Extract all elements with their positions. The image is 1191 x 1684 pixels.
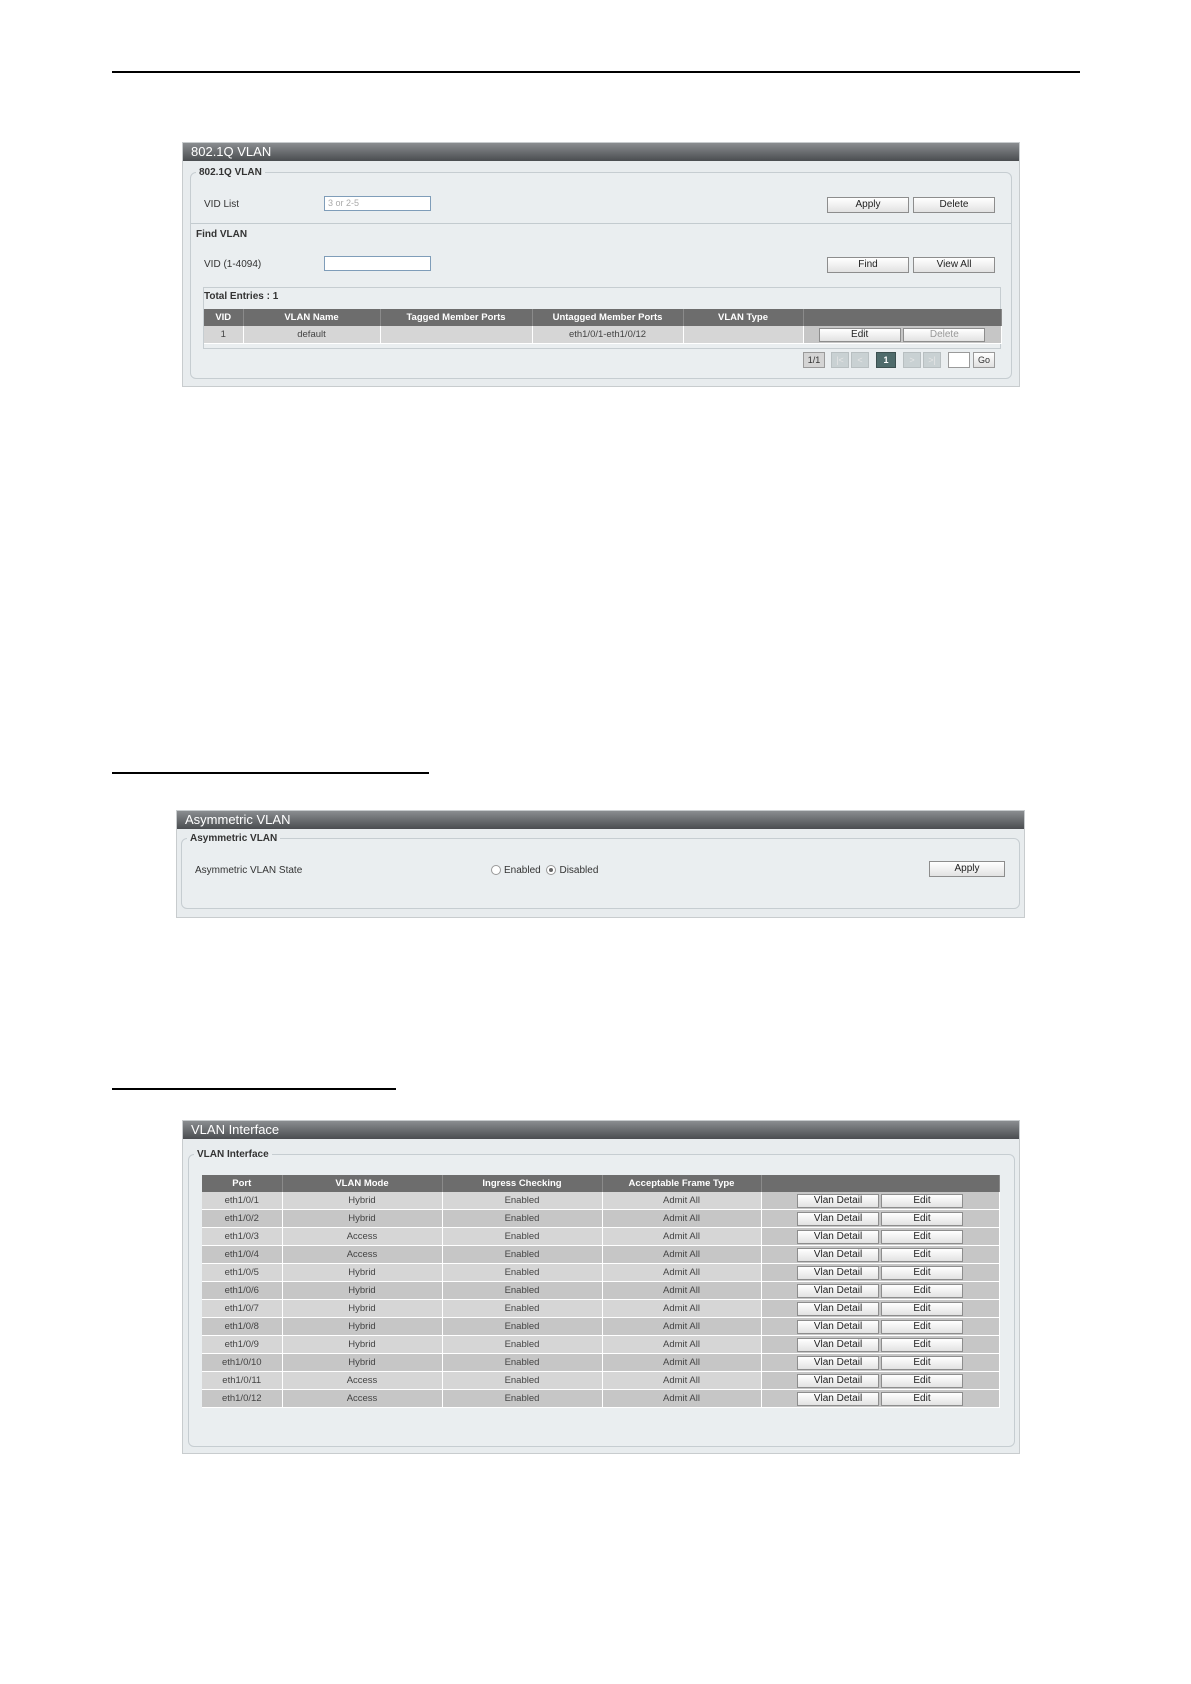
cell-actions xyxy=(761,1300,999,1318)
cell-vlan-type xyxy=(683,326,803,344)
cell-port: eth1/0/8 xyxy=(202,1318,282,1336)
prev-page-button[interactable]: < xyxy=(851,352,869,368)
table-row xyxy=(202,1264,999,1282)
table-row xyxy=(202,1282,999,1300)
vlan-detail-button[interactable]: Vlan Detail xyxy=(797,1284,879,1298)
panel-title: VLAN Interface xyxy=(183,1121,1019,1139)
panel-title: 802.1Q VLAN xyxy=(183,143,1019,161)
vlan-table xyxy=(204,309,1002,344)
edit-button[interactable]: Edit xyxy=(881,1302,963,1316)
cell-vlan-mode: Hybrid xyxy=(282,1336,442,1354)
cell-port: eth1/0/6 xyxy=(202,1282,282,1300)
cell-vlan-mode: Access xyxy=(282,1390,442,1408)
cell-vlan-mode: Hybrid xyxy=(282,1192,442,1210)
cell-port: eth1/0/11 xyxy=(202,1372,282,1390)
cell-port: eth1/0/12 xyxy=(202,1390,282,1408)
divider xyxy=(191,223,1011,224)
table-row xyxy=(202,1300,999,1318)
table-row xyxy=(202,1372,999,1390)
table-row xyxy=(202,1192,999,1210)
row-delete-button[interactable]: Delete xyxy=(903,328,985,342)
edit-button[interactable]: Edit xyxy=(881,1194,963,1208)
cell-port: eth1/0/7 xyxy=(202,1300,282,1318)
cell-frame-type: Admit All xyxy=(602,1246,761,1264)
table-row xyxy=(204,326,1001,344)
vid-find-input[interactable] xyxy=(324,256,431,271)
vlan-detail-button[interactable]: Vlan Detail xyxy=(797,1248,879,1262)
group-legend: VLAN Interface xyxy=(197,1149,269,1160)
disabled-radio[interactable] xyxy=(546,865,556,875)
cell-frame-type: Admit All xyxy=(602,1372,761,1390)
table-row xyxy=(202,1228,999,1246)
row-edit-button[interactable]: Edit xyxy=(819,328,901,342)
cell-frame-type: Admit All xyxy=(602,1264,761,1282)
vlan-detail-button[interactable]: Vlan Detail xyxy=(797,1194,879,1208)
cell-frame-type: Admit All xyxy=(602,1282,761,1300)
edit-button[interactable]: Edit xyxy=(881,1212,963,1226)
vlan-detail-button[interactable]: Vlan Detail xyxy=(797,1230,879,1244)
enabled-radio[interactable] xyxy=(491,865,501,875)
section-rule-asymmetric xyxy=(112,772,429,774)
cell-actions xyxy=(803,326,1001,344)
edit-button[interactable]: Edit xyxy=(881,1248,963,1262)
state-radio-group xyxy=(491,865,598,876)
table-row xyxy=(202,1210,999,1228)
edit-button[interactable]: Edit xyxy=(881,1338,963,1352)
cell-ingress: Enabled xyxy=(442,1192,602,1210)
cell-vlan-name: default xyxy=(243,326,380,344)
first-page-button[interactable]: |< xyxy=(831,352,849,368)
cell-ingress: Enabled xyxy=(442,1210,602,1228)
page-info: 1/1 xyxy=(803,352,825,368)
cell-actions xyxy=(761,1264,999,1282)
edit-button[interactable]: Edit xyxy=(881,1392,963,1406)
col-vlan-type: VLAN Type xyxy=(683,309,803,326)
table-row xyxy=(202,1390,999,1408)
edit-button[interactable]: Edit xyxy=(881,1356,963,1370)
vlan-8021q-panel xyxy=(182,142,1020,387)
cell-actions xyxy=(761,1336,999,1354)
cell-port: eth1/0/2 xyxy=(202,1210,282,1228)
cell-actions xyxy=(761,1390,999,1408)
panel-title: Asymmetric VLAN xyxy=(177,811,1024,829)
vid-range-label: VID (1-4094) xyxy=(204,259,262,270)
asymmetric-vlan-group xyxy=(181,833,1020,909)
col-actions xyxy=(761,1175,999,1192)
cell-ingress: Enabled xyxy=(442,1246,602,1264)
cell-tagged xyxy=(380,326,532,344)
col-actions xyxy=(803,309,1001,326)
asymmetric-state-label: Asymmetric VLAN State xyxy=(195,865,303,876)
current-page[interactable]: 1 xyxy=(876,352,896,368)
vlan-detail-button[interactable]: Vlan Detail xyxy=(797,1356,879,1370)
cell-ingress: Enabled xyxy=(442,1354,602,1372)
apply-button[interactable]: Apply xyxy=(827,197,909,213)
cell-actions xyxy=(761,1192,999,1210)
delete-button[interactable]: Delete xyxy=(913,197,995,213)
cell-actions xyxy=(761,1372,999,1390)
cell-port: eth1/0/1 xyxy=(202,1192,282,1210)
asymmetric-vlan-panel xyxy=(176,810,1025,918)
cell-port: eth1/0/4 xyxy=(202,1246,282,1264)
cell-ingress: Enabled xyxy=(442,1390,602,1408)
vlan-detail-button[interactable]: Vlan Detail xyxy=(797,1338,879,1352)
edit-button[interactable]: Edit xyxy=(881,1230,963,1244)
cell-actions xyxy=(761,1282,999,1300)
vlan-detail-button[interactable]: Vlan Detail xyxy=(797,1392,879,1406)
vlan-detail-button[interactable]: Vlan Detail xyxy=(797,1266,879,1280)
section-rule-vlan-interface xyxy=(112,1088,396,1090)
cell-untagged: eth1/0/1-eth1/0/12 xyxy=(532,326,683,344)
group-legend: 802.1Q VLAN xyxy=(199,167,262,178)
cell-ingress: Enabled xyxy=(442,1228,602,1246)
cell-frame-type: Admit All xyxy=(602,1210,761,1228)
apply-button[interactable]: Apply xyxy=(929,861,1005,877)
vid-list-input[interactable]: 3 or 2-5 xyxy=(324,196,431,211)
cell-port: eth1/0/3 xyxy=(202,1228,282,1246)
cell-actions xyxy=(761,1246,999,1264)
col-vlan-mode: VLAN Mode xyxy=(282,1175,442,1192)
cell-vlan-mode: Access xyxy=(282,1246,442,1264)
cell-ingress: Enabled xyxy=(442,1264,602,1282)
cell-frame-type: Admit All xyxy=(602,1354,761,1372)
cell-actions xyxy=(761,1318,999,1336)
vlan-detail-button[interactable]: Vlan Detail xyxy=(797,1320,879,1334)
cell-ingress: Enabled xyxy=(442,1372,602,1390)
edit-button[interactable]: Edit xyxy=(881,1374,963,1388)
vlan-detail-button[interactable]: Vlan Detail xyxy=(797,1302,879,1316)
edit-button[interactable]: Edit xyxy=(881,1320,963,1334)
cell-frame-type: Admit All xyxy=(602,1192,761,1210)
vlan-detail-button[interactable]: Vlan Detail xyxy=(797,1212,879,1226)
page-header-rule xyxy=(112,71,1080,73)
cell-ingress: Enabled xyxy=(442,1318,602,1336)
total-entries: Total Entries : 1 xyxy=(204,291,279,302)
find-button[interactable]: Find xyxy=(827,257,909,273)
go-button[interactable]: Go xyxy=(973,352,995,368)
cell-frame-type: Admit All xyxy=(602,1318,761,1336)
last-page-button[interactable]: >| xyxy=(923,352,941,368)
cell-frame-type: Admit All xyxy=(602,1336,761,1354)
view-all-button[interactable]: View All xyxy=(913,257,995,273)
cell-ingress: Enabled xyxy=(442,1300,602,1318)
disabled-label: Disabled xyxy=(559,865,599,876)
table-row xyxy=(202,1354,999,1372)
cell-vlan-mode: Hybrid xyxy=(282,1210,442,1228)
table-row xyxy=(202,1318,999,1336)
cell-port: eth1/0/9 xyxy=(202,1336,282,1354)
col-acceptable-frame-type: Acceptable Frame Type xyxy=(602,1175,761,1192)
cell-vlan-mode: Hybrid xyxy=(282,1300,442,1318)
edit-button[interactable]: Edit xyxy=(881,1284,963,1298)
col-ingress-checking: Ingress Checking xyxy=(442,1175,602,1192)
cell-vlan-mode: Access xyxy=(282,1372,442,1390)
vlan-interface-table xyxy=(202,1175,1000,1408)
col-untagged-ports: Untagged Member Ports xyxy=(532,309,683,326)
cell-vlan-mode: Hybrid xyxy=(282,1264,442,1282)
vlan-interface-panel xyxy=(182,1120,1020,1454)
table-row xyxy=(202,1246,999,1264)
pagination xyxy=(803,352,1003,368)
cell-vid: 1 xyxy=(204,326,243,344)
cell-vlan-mode: Hybrid xyxy=(282,1282,442,1300)
col-tagged-ports: Tagged Member Ports xyxy=(380,309,532,326)
cell-actions xyxy=(761,1228,999,1246)
find-vlan-heading: Find VLAN xyxy=(196,229,248,240)
cell-frame-type: Admit All xyxy=(602,1390,761,1408)
col-vlan-name: VLAN Name xyxy=(243,309,380,326)
cell-port: eth1/0/5 xyxy=(202,1264,282,1282)
group-legend: Asymmetric VLAN xyxy=(190,833,278,844)
vid-list-label: VID List xyxy=(204,199,240,210)
enabled-label: Enabled xyxy=(504,865,541,876)
col-vid: VID xyxy=(204,309,243,326)
cell-ingress: Enabled xyxy=(442,1282,602,1300)
cell-actions xyxy=(761,1210,999,1228)
cell-vlan-mode: Hybrid xyxy=(282,1354,442,1372)
cell-port: eth1/0/10 xyxy=(202,1354,282,1372)
cell-frame-type: Admit All xyxy=(602,1300,761,1318)
cell-ingress: Enabled xyxy=(442,1336,602,1354)
cell-actions xyxy=(761,1354,999,1372)
cell-frame-type: Admit All xyxy=(602,1228,761,1246)
next-page-button[interactable]: > xyxy=(903,352,921,368)
vlan-detail-button[interactable]: Vlan Detail xyxy=(797,1374,879,1388)
edit-button[interactable]: Edit xyxy=(881,1266,963,1280)
cell-vlan-mode: Hybrid xyxy=(282,1318,442,1336)
page-number-input[interactable] xyxy=(948,352,970,368)
cell-vlan-mode: Access xyxy=(282,1228,442,1246)
table-row xyxy=(202,1336,999,1354)
col-port: Port xyxy=(202,1175,282,1192)
